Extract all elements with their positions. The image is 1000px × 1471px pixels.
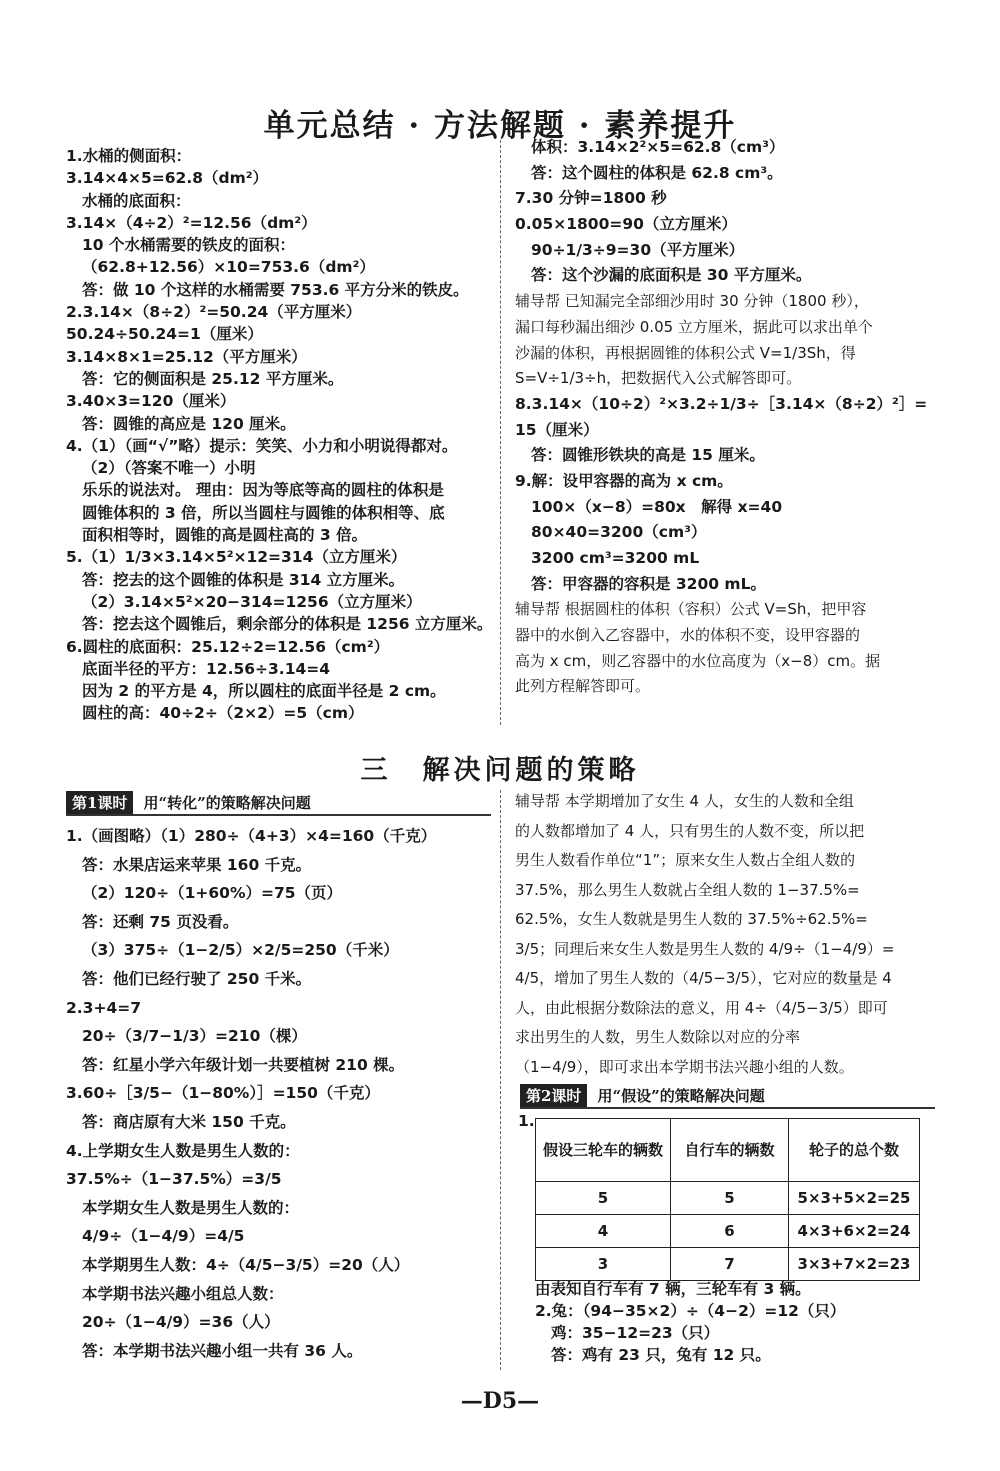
table-header-row: [536, 1119, 920, 1182]
text-line: 答：水果店运来苹果 160 千克。: [82, 855, 312, 874]
text-line: 底面半径的平方：12.56÷3.14=4: [82, 659, 331, 678]
text-line: 3.14×8×1=25.12（平方厘米）: [66, 347, 307, 366]
text-line: 答：鸡有 23 只，兔有 12 只。: [551, 1346, 771, 1364]
table-cell: 3×3+7×2=23: [789, 1248, 920, 1281]
text-line: 因为 2 的平方是 4，所以圆柱的底面半径是 2 cm。: [82, 682, 446, 701]
lesson-2-tag: 第2课时: [520, 1084, 587, 1107]
table-cell: 7: [671, 1248, 789, 1281]
text-line: 乐乐的说法对。 理由：因为等底等高的圆柱的体积是: [82, 481, 444, 500]
text-line: 4/5，增加了男生人数的（4/5−3/5），它对应的数量是 4: [515, 969, 892, 987]
table-cell: 4×3+6×2=24: [789, 1215, 920, 1248]
text-line: 器中的水倒入乙容器中，水的体积不变，设甲容器的: [515, 626, 861, 645]
text-line: 100×（x−8）=80x 解得 x=40: [531, 497, 783, 516]
text-line: 体积：3.14×2²×5=62.8（cm³）: [531, 138, 785, 156]
text-line: 0.05×1800=90（立方厘米）: [515, 215, 737, 234]
text-line: 答：挖去这个圆锥后，剩余部分的体积是 1256 立方厘米。: [82, 615, 493, 634]
answer-table: [535, 1118, 920, 1281]
table-row: [536, 1215, 920, 1248]
text-line: 答：圆锥的高应是 120 厘米。: [82, 414, 296, 433]
table-cell: 5: [671, 1182, 789, 1215]
text-line: 5.（1）1/3×3.14×5²×12=314（立方厘米）: [66, 548, 407, 567]
table-cell: 3: [536, 1248, 671, 1281]
left-top-column: [66, 145, 491, 725]
text-line: 3.14×（4÷2）²=12.56（dm²）: [66, 213, 317, 232]
text-line: 1.水桶的侧面积：: [66, 147, 192, 165]
text-line: 圆柱的高：40÷2÷（2×2）=5（cm）: [82, 704, 364, 723]
text-line: （3）375÷（1−2/5）×2/5=250（千米）: [82, 941, 399, 960]
text-line: 答：圆锥形铁块的高是 15 厘米。: [531, 446, 765, 465]
text-line: 答：还剩 75 页没看。: [82, 912, 239, 931]
text-line: （2）120÷（1+60%）=75（页）: [82, 884, 343, 903]
text-line: 鸡：35−12=23（只）: [551, 1324, 720, 1342]
text-line: 8.3.14×（10÷2）²×3.2÷1/3÷［3.14×（8÷2）²］=: [515, 394, 928, 413]
text-line: 由表知自行车有 7 辆，三轮车有 3 辆。: [535, 1280, 811, 1298]
text-line: 水桶的底面积：: [82, 191, 191, 210]
text-line: 3.60÷［3/5−（1−80%）］=150（千克）: [66, 1084, 380, 1103]
text-line: 此列方程解答即可。: [515, 677, 651, 696]
text-line: 4/9÷（1−4/9）=4/5: [82, 1227, 245, 1246]
text-line: 辅导帮 根据圆柱的体积（容积）公式 V=Sh，把甲容: [515, 600, 867, 619]
text-line: 人，由此根据分数除法的意义，用 4÷（4/5−3/5）即可: [515, 998, 888, 1017]
text-line: 本学期女生人数是男生人数的：: [82, 1198, 300, 1217]
text-line: 80×40=3200（cm³）: [531, 523, 707, 542]
text-line: 3/5；同理后来女生人数是男生人数的 4/9÷（1−4/9）=: [515, 939, 895, 958]
text-line: 答：这个圆柱的体积是 62.8 cm³。: [531, 163, 783, 182]
text-line: 2.兔：（94−35×2）÷（4−2）=12（只）: [535, 1302, 846, 1320]
table-cell: 6: [671, 1215, 789, 1248]
text-line: 答：本学期书法兴趣小组一共有 36 人。: [82, 1341, 363, 1360]
text-line: 圆锥体积的 3 倍，所以当圆柱与圆锥的体积相等、底: [82, 503, 445, 522]
text-line: 本学期书法兴趣小组总人数：: [82, 1284, 284, 1303]
text-line: 15（厘米）: [515, 420, 599, 439]
text-line: 高为 x cm，则乙容器中的水位高度为（x−8）cm。据: [515, 651, 881, 670]
table-header-cell: 自行车的辆数: [671, 1119, 789, 1182]
lesson-1-title: 用“转化”的策略解决问题: [143, 793, 311, 812]
text-line: 7.30 分钟=1800 秒: [515, 189, 667, 208]
text-line: 面积相等时，圆锥的高是圆柱高的 3 倍。: [82, 526, 368, 545]
table-cell: 4: [536, 1215, 671, 1248]
text-line: 答：他们已经行驶了 250 千米。: [82, 969, 312, 988]
table-header-cell: 轮子的总个数: [789, 1119, 920, 1182]
text-line: 答：这个沙漏的底面积是 30 平方厘米。: [531, 266, 812, 285]
text-line: 50.24÷50.24=1（厘米）: [66, 325, 263, 344]
table-row: [536, 1182, 920, 1215]
right-tail-column: [535, 1278, 945, 1366]
text-line: （1−4/9），即可求出本学期书法兴趣小组的人数。: [515, 1057, 854, 1076]
summary-title: 单元总结 · 方法解题 · 素养提升: [263, 108, 737, 144]
text-line: 的人数都增加了 4 人，只有男生的人数不变，所以把: [515, 821, 865, 840]
text-line: （62.8+12.56）×10=753.6（dm²）: [82, 258, 375, 277]
text-line: 答：做 10 个这样的水桶需要 753.6 平方分米的铁皮。: [82, 280, 469, 299]
text-line: 62.5%，女生人数就是男生人数的 37.5%÷62.5%=: [515, 910, 868, 928]
text-line: 2.3+4=7: [66, 998, 142, 1017]
right-bottom-column: [515, 787, 945, 1082]
text-line: 漏口每秒漏出细沙 0.05 立方厘米，据此可以求出单个: [515, 317, 873, 336]
text-line: 辅导帮 已知漏完全部细沙用时 30 分钟（1800 秒），: [515, 292, 869, 311]
text-line: 本学期男生人数：4÷（4/5−3/5）=20（人）: [82, 1255, 410, 1274]
table-header-cell: 假设三轮车的辆数: [536, 1119, 671, 1182]
table-number: 1.: [518, 1112, 535, 1130]
text-line: 4.上学期女生人数是男生人数的：: [66, 1141, 300, 1160]
text-line: 6.圆柱的底面积：25.12÷2=12.56（cm²）: [66, 637, 390, 656]
lesson-1-tag: 第1课时: [66, 791, 133, 814]
text-line: 37.5%，那么男生人数就占全组人数的 1−37.5%=: [515, 880, 860, 899]
page-number: —D5—: [460, 1388, 540, 1414]
text-line: 求出男生的人数，男生人数除以对应的分率: [515, 1028, 801, 1046]
text-line: 3.40×3=120（厘米）: [66, 392, 236, 411]
text-line: 20÷（1−4/9）=36（人）: [82, 1313, 280, 1332]
table-cell: 5: [536, 1182, 671, 1215]
text-line: S=V÷1/3÷h，把数据代入公式解答即可。: [515, 369, 802, 388]
table-cell: 5×3+5×2=25: [789, 1182, 920, 1215]
text-line: 答：商店原有大米 150 千克。: [82, 1112, 296, 1131]
text-line: 男生人数看作单位“1”；原来女生人数占全组人数的: [515, 851, 856, 869]
text-line: 3.14×4×5=62.8（dm²）: [66, 169, 269, 188]
text-line: 辅导帮 本学期增加了女生 4 人，女生的人数和全组: [515, 792, 854, 810]
table-row: [536, 1248, 920, 1281]
text-line: 1.（画图略）（1）280÷（4+3）×4=160（千克）: [66, 827, 437, 845]
lesson-2-title: 用“假设”的策略解决问题: [597, 1086, 765, 1105]
column-divider-top: [500, 140, 501, 725]
lesson-1-header: [66, 790, 491, 816]
text-line: 90÷1/3÷9=30（平方厘米）: [531, 240, 745, 259]
text-line: 答：红星小学六年级计划一共要植树 210 棵。: [82, 1055, 405, 1074]
lesson-2-header: [520, 1083, 935, 1109]
text-line: 3200 cm³=3200 mL: [531, 549, 700, 567]
text-line: 答：它的侧面积是 25.12 平方厘米。: [82, 369, 344, 388]
text-line: （2）3.14×5²×20−314=1256（立方厘米）: [82, 592, 422, 611]
text-line: 20÷（3/7−1/3）=210（棵）: [82, 1027, 307, 1046]
text-line: 2.3.14×（8÷2）²=50.24（平方厘米）: [66, 303, 362, 322]
text-line: 37.5%÷（1−37.5%）=3/5: [66, 1170, 282, 1189]
text-line: 10 个水桶需要的铁皮的面积：: [82, 236, 295, 255]
text-line: 沙漏的体积，再根据圆锥的体积公式 V=1/3Sh，得: [515, 343, 856, 362]
column-divider-bottom: [500, 790, 501, 1370]
text-line: 9.解：设甲容器的高为 x cm。: [515, 471, 733, 490]
text-line: 答：甲容器的容积是 3200 mL。: [531, 574, 766, 593]
right-top-column: [515, 135, 945, 700]
left-bottom-column: [66, 822, 491, 1365]
text-line: （2）（答案不唯一）小明: [82, 459, 256, 478]
text-line: 答：挖去的这个圆锥的体积是 314 立方厘米。: [82, 570, 405, 589]
text-line: 4.（1）（画“√”略）提示：笑笑、小力和小明说得都对。: [66, 436, 458, 455]
section-title: 三 解决问题的策略: [360, 755, 640, 786]
